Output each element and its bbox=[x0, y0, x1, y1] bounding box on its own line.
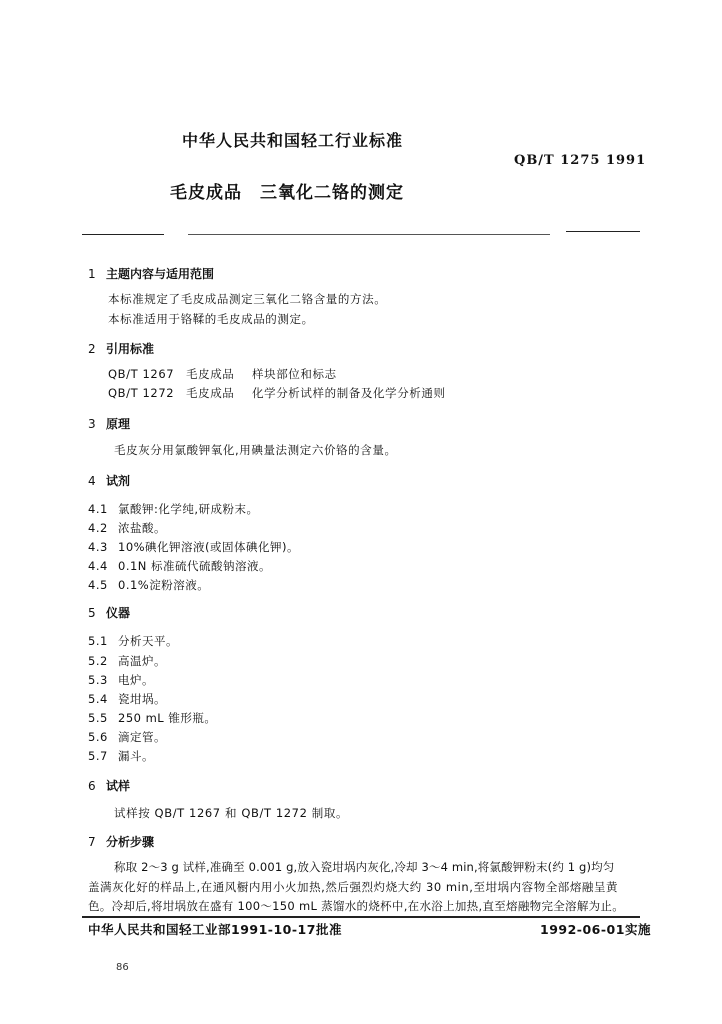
approval-text: 中华人民共和国轻工业部1991-10-17批准 bbox=[88, 922, 342, 937]
title-rule-right bbox=[566, 231, 640, 232]
section-1-line-1: 本标准规定了毛皮成品测定三氧化二铬含量的方法。 bbox=[108, 292, 387, 306]
document-title: 毛皮成品 三氧化二铬的测定 bbox=[170, 183, 404, 203]
page-number: 86 bbox=[116, 962, 129, 973]
title-rule-left bbox=[82, 234, 164, 235]
section-number: 1 bbox=[88, 267, 96, 281]
item-text: 10%碘化钾溶液(或固体碘化钾)。 bbox=[118, 540, 300, 554]
item-text: 电炉。 bbox=[118, 673, 154, 687]
item-text: 高温炉。 bbox=[118, 654, 166, 668]
item-text: 0.1N 标准硫代硫酸钠溶液。 bbox=[118, 559, 272, 573]
section-number: 2 bbox=[88, 342, 96, 356]
section-6-text: 试样按 QB/T 1267 和 QB/T 1272 制取。 bbox=[114, 806, 349, 820]
item-text: 瓷坩埚。 bbox=[118, 692, 166, 706]
item-text: 0.1%淀粉溶液。 bbox=[118, 578, 210, 592]
item-number: 4.1 bbox=[88, 502, 108, 516]
section-7-line-2: 盖满灰化好的样品上,在通风橱内用小火加热,然后强烈灼烧大约 30 min,至坩埚内容物全部熔融呈黄 bbox=[88, 880, 619, 894]
section-3-text: 毛皮灰分用氯酸钾氧化,用碘量法测定六价铬的含量。 bbox=[114, 443, 397, 457]
list-item bbox=[88, 539, 299, 555]
section-7-heading bbox=[88, 833, 154, 850]
item-number: 4.5 bbox=[88, 578, 108, 592]
section-number: 6 bbox=[88, 779, 96, 793]
list-item bbox=[88, 729, 166, 745]
reference-name: 毛皮成品 bbox=[186, 386, 235, 400]
section-number: 5 bbox=[88, 606, 96, 620]
section-number: 3 bbox=[88, 417, 96, 431]
item-number: 5.6 bbox=[88, 730, 108, 744]
title-rule-middle bbox=[188, 234, 550, 235]
section-title: 仪器 bbox=[106, 606, 131, 620]
reference-code: QB/T 1272 bbox=[108, 386, 175, 400]
item-text: 氯酸钾:化学纯,研成粉末。 bbox=[118, 502, 259, 516]
reference-name: 毛皮成品 bbox=[186, 367, 235, 381]
item-number: 5.2 bbox=[88, 654, 108, 668]
section-title: 分析步骤 bbox=[106, 835, 155, 849]
list-item bbox=[88, 748, 154, 764]
item-number: 5.5 bbox=[88, 711, 108, 725]
reference-code: QB/T 1267 bbox=[108, 367, 175, 381]
section-title: 原理 bbox=[106, 417, 131, 431]
section-7-line-1: 称取 2～3 g 试样,准确至 0.001 g,放入瓷坩埚内灰化,冷却 3～4 min,将氯酸钾粉末(约 1 g)均匀 bbox=[114, 860, 615, 874]
issuing-organization: 中华人民共和国轻工行业标准 bbox=[182, 131, 404, 150]
list-item bbox=[88, 501, 259, 517]
footer-rule bbox=[82, 916, 640, 918]
section-title: 引用标准 bbox=[106, 342, 155, 356]
item-number: 5.1 bbox=[88, 634, 108, 648]
list-item bbox=[88, 691, 166, 707]
section-5-heading bbox=[88, 604, 130, 621]
item-number: 4.4 bbox=[88, 559, 108, 573]
item-text: 漏斗。 bbox=[118, 749, 154, 763]
item-text: 浓盐酸。 bbox=[118, 521, 166, 535]
section-7-line-3: 色。冷却后,将坩埚放在盛有 100～150 mL 蒸馏水的烧杯中,在水浴上加热,直至熔融物完全溶解为止。 bbox=[88, 899, 625, 913]
section-1-heading bbox=[88, 265, 214, 282]
item-number: 4.3 bbox=[88, 540, 108, 554]
reference-row bbox=[108, 385, 446, 401]
section-4-heading bbox=[88, 472, 130, 489]
section-3-heading bbox=[88, 415, 130, 432]
standard-code: QB/T 1275 1991 bbox=[514, 153, 647, 168]
item-text: 250 mL 锥形瓶。 bbox=[118, 711, 217, 725]
section-title: 主题内容与适用范围 bbox=[106, 267, 215, 281]
item-number: 4.2 bbox=[88, 521, 108, 535]
item-number: 5.4 bbox=[88, 692, 108, 706]
section-2-heading bbox=[88, 340, 154, 357]
section-title: 试剂 bbox=[106, 474, 131, 488]
section-1-line-2: 本标准适用于铬鞣的毛皮成品的测定。 bbox=[108, 312, 314, 326]
item-text: 分析天平。 bbox=[118, 634, 178, 648]
section-number: 4 bbox=[88, 474, 96, 488]
list-item bbox=[88, 577, 209, 593]
section-6-heading bbox=[88, 777, 130, 794]
reference-row bbox=[108, 366, 337, 382]
item-number: 5.3 bbox=[88, 673, 108, 687]
reference-desc: 化学分析试样的制备及化学分析通则 bbox=[252, 386, 446, 400]
section-number: 7 bbox=[88, 835, 96, 849]
list-item bbox=[88, 520, 166, 536]
reference-desc: 样块部位和标志 bbox=[252, 367, 337, 381]
list-item bbox=[88, 633, 178, 649]
list-item bbox=[88, 558, 271, 574]
item-number: 5.7 bbox=[88, 749, 108, 763]
list-item bbox=[88, 710, 216, 726]
effective-date: 1992-06-01实施 bbox=[540, 922, 651, 937]
list-item bbox=[88, 672, 154, 688]
list-item bbox=[88, 653, 166, 669]
item-text: 滴定管。 bbox=[118, 730, 166, 744]
section-title: 试样 bbox=[106, 779, 131, 793]
